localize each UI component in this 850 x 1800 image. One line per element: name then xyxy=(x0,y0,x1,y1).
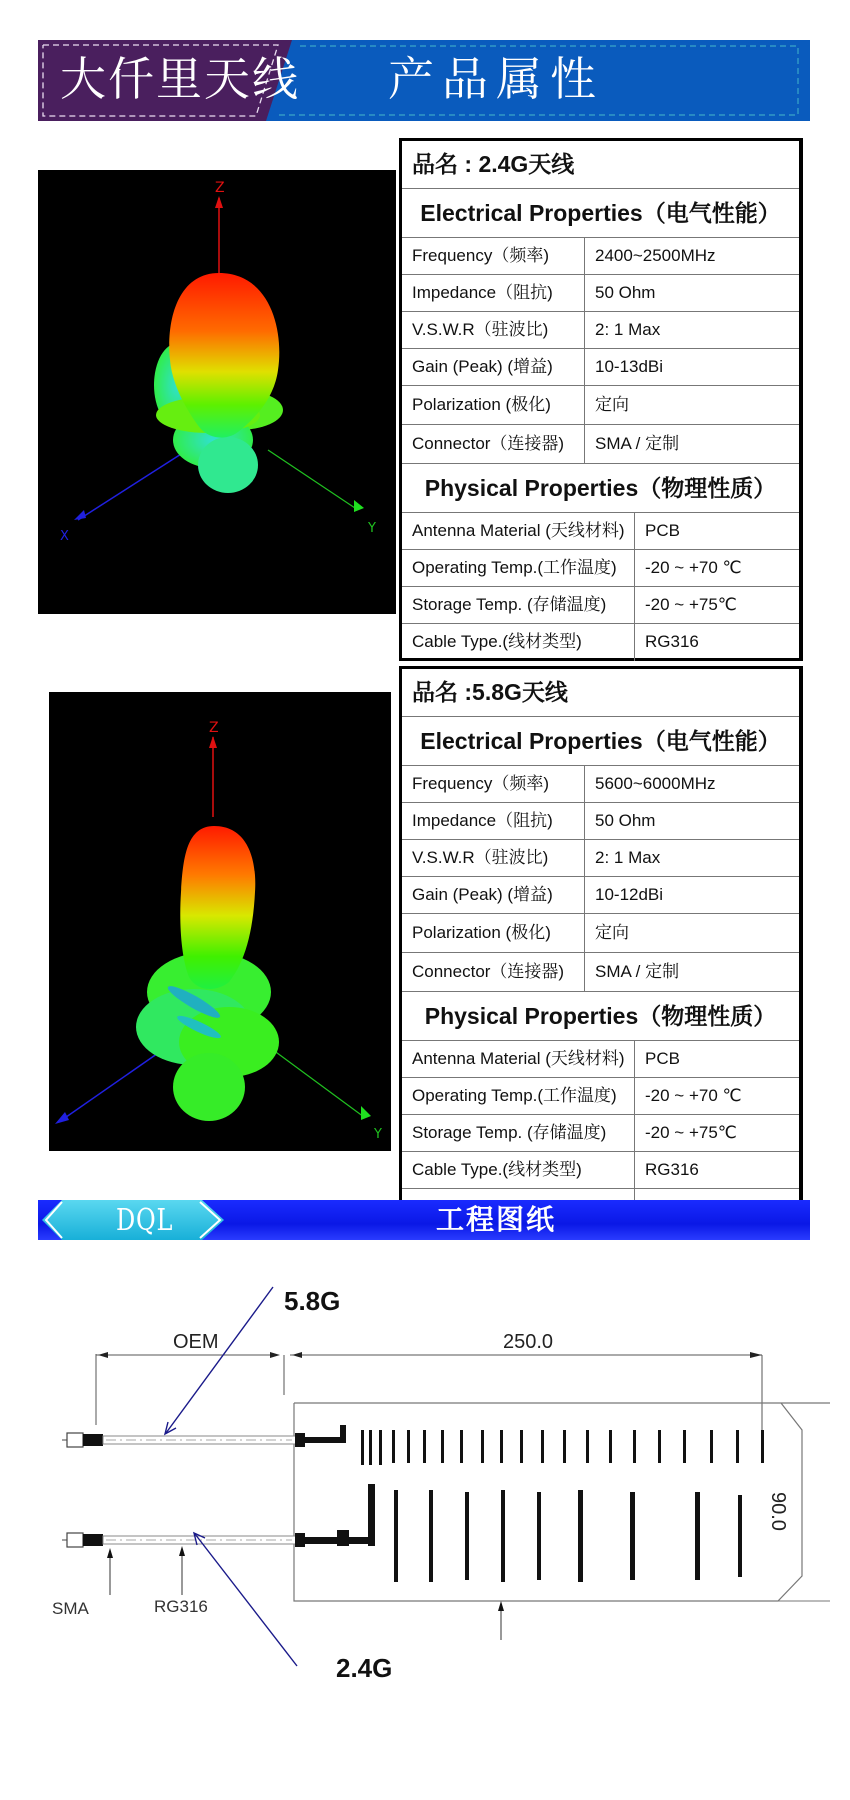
dimension-length: 250.0 xyxy=(503,1331,554,1353)
spec-key: Gain (Peak) (增益) xyxy=(402,877,585,913)
spec-value: RG316 xyxy=(645,632,699,651)
spec-value: 5600~6000MHz xyxy=(595,774,716,793)
spec-key: Storage Temp. (存储温度) xyxy=(402,1115,635,1151)
svg-text:Z: Z xyxy=(215,180,225,196)
spec-key: Cable Type.(线材类型) xyxy=(402,1152,635,1188)
spec-value: -20 ~ +75℃ xyxy=(645,1123,737,1142)
spec-row-frequency xyxy=(402,238,799,275)
electrical-header: Electrical Properties（电气性能） xyxy=(402,717,799,766)
radiation-pattern-2-4g xyxy=(38,170,396,614)
spec-key: Operating Temp.(工作温度) xyxy=(402,1078,635,1114)
spec-row-polarization xyxy=(402,914,799,953)
spec-key: Antenna Material (天线材料) xyxy=(402,513,635,549)
spec-row-impedance xyxy=(402,275,799,312)
spec-table-5-8g xyxy=(399,666,803,1214)
spec-row-impedance xyxy=(402,803,799,840)
dimension-oem: OEM xyxy=(173,1331,219,1353)
dql-logo: DQL xyxy=(116,1203,174,1238)
y-axis xyxy=(269,1047,364,1117)
engineering-drawing xyxy=(40,1270,830,1690)
svg-text:Y: Y xyxy=(374,1127,382,1142)
physical-header: Physical Properties（物理性质） xyxy=(402,464,799,513)
spec-key: Polarization (极化) xyxy=(402,914,585,952)
spec-row-storage-temp xyxy=(402,587,799,624)
spec-value: 定向 xyxy=(595,395,629,414)
brand-name: 大仟里天线 xyxy=(60,52,300,106)
spec-key: V.S.W.R（驻波比) xyxy=(402,840,585,876)
spec-row-cable-type xyxy=(402,624,799,661)
product-title: 品名 : 2.4G天线 xyxy=(402,141,799,189)
spec-key: Frequency（频率) xyxy=(402,766,585,802)
spec-key: V.S.W.R（驻波比) xyxy=(402,312,585,348)
spec-row-operating-temp xyxy=(402,1078,799,1115)
physical-header: Physical Properties（物理性质） xyxy=(402,992,799,1041)
spec-key: Storage Temp. (存储温度) xyxy=(402,587,635,623)
spec-value: -20 ~ +70 ℃ xyxy=(645,558,742,577)
radiation-pattern-5-8g xyxy=(49,692,391,1151)
dimension-height: 90.0 xyxy=(767,1492,789,1531)
spec-value: 定向 xyxy=(595,923,629,942)
spec-key: Antenna Material (天线材料) xyxy=(402,1041,635,1077)
spec-row-connector xyxy=(402,953,799,992)
spec-key: Impedance（阻抗) xyxy=(402,275,585,311)
spec-value: 10-12dBi xyxy=(595,885,664,904)
spec-value: 10-13dBi xyxy=(595,357,664,376)
electrical-header: Electrical Properties（电气性能） xyxy=(402,189,799,238)
drawing-banner xyxy=(38,1200,810,1240)
spec-value: RG316 xyxy=(645,1160,699,1179)
spec-row-storage-temp xyxy=(402,1115,799,1152)
spec-row-gain xyxy=(402,349,799,386)
spec-key: Impedance（阻抗) xyxy=(402,803,585,839)
product-title: 品名 :5.8G天线 xyxy=(402,669,799,717)
spec-table-2-4g xyxy=(399,138,803,661)
drawing-section-title: 工程图纸 xyxy=(436,1204,557,1235)
spec-key: Polarization (极化) xyxy=(402,386,585,424)
y-axis xyxy=(268,450,358,510)
spec-row-operating-temp xyxy=(402,550,799,587)
svg-text:Z: Z xyxy=(209,720,219,736)
spec-row-material xyxy=(402,513,799,550)
spec-key: Connector（连接器) xyxy=(402,425,585,463)
spec-row-cable-type xyxy=(402,1152,799,1189)
label-2-4g: 2.4G xyxy=(336,1653,393,1683)
spec-key: Operating Temp.(工作温度) xyxy=(402,550,635,586)
section-title: 产品属性 xyxy=(388,52,604,106)
spec-value: 50 Ohm xyxy=(595,283,656,302)
top-banner xyxy=(38,40,810,121)
label-5-8g: 5.8G xyxy=(284,1286,341,1316)
spec-row-connector xyxy=(402,425,799,464)
spec-row-polarization xyxy=(402,386,799,425)
callout-rg316: RG316 xyxy=(154,1597,208,1616)
spec-row-gain xyxy=(402,877,799,914)
spec-key: Cable Type.(线材类型) xyxy=(402,624,635,661)
svg-text:X: X xyxy=(60,529,69,544)
callout-sma: SMA xyxy=(52,1599,89,1618)
spec-value: 2: 1 Max xyxy=(595,320,661,339)
spec-value: SMA / 定制 xyxy=(595,962,680,981)
spec-row-vswr xyxy=(402,312,799,349)
spec-key: Frequency（频率) xyxy=(402,238,585,274)
spec-value: 2400~2500MHz xyxy=(595,246,716,265)
spec-row-frequency xyxy=(402,766,799,803)
spec-value: -20 ~ +75℃ xyxy=(645,595,737,614)
svg-text:Y: Y xyxy=(368,521,376,536)
spec-value: 50 Ohm xyxy=(595,811,656,830)
spec-key: Gain (Peak) (增益) xyxy=(402,349,585,385)
spec-value: PCB xyxy=(645,1049,680,1068)
spec-value: SMA / 定制 xyxy=(595,434,680,453)
spec-value: PCB xyxy=(645,521,680,540)
spec-value: -20 ~ +70 ℃ xyxy=(645,1086,742,1105)
spec-value: 2: 1 Max xyxy=(595,848,661,867)
spec-key: Connector（连接器) xyxy=(402,953,585,991)
spec-row-material xyxy=(402,1041,799,1078)
spec-row-vswr xyxy=(402,840,799,877)
